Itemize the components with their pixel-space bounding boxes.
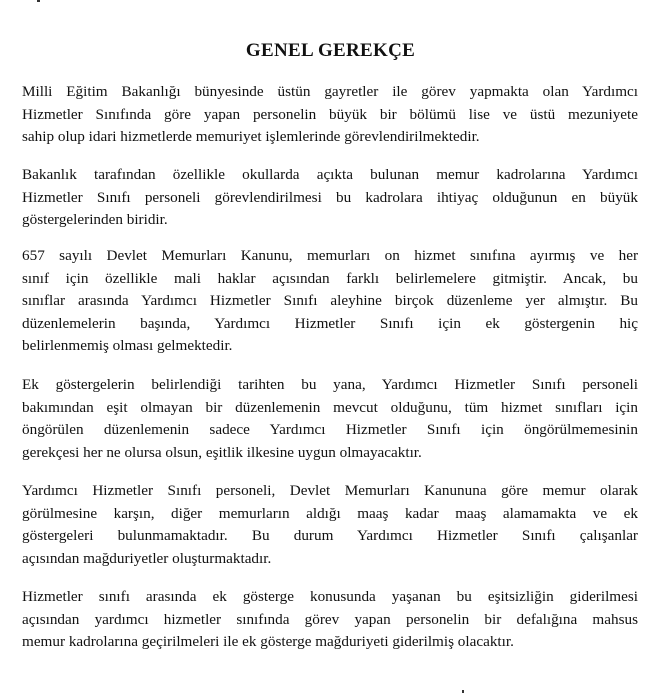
paragraph-4 (22, 374, 638, 464)
paragraph-line: Hizmetler Sınıfı personeli görevlendirilmesi bu kadrolara ihtiyaç olduğunun en büyük (22, 188, 638, 206)
paragraph-line: göstergeleri bulunmamaktadır. Bu durum Yardımcı Hizmetler Sınıfı çalışanlar (22, 527, 638, 545)
paragraph-line: 657 sayılı Devlet Memurları Kanunu, memurları on hizmet sınıfına ayırmış ve her (22, 247, 638, 264)
paragraph-line: düzenlemelerin başında, Yardımcı Hizmetler Sınıfı için ek göstergenin hiç (22, 314, 638, 332)
paragraph-2 (22, 164, 638, 232)
paragraph-line: sahip olup idari hizmetlerde memuriyet işlemlerinde görevlendirilmektedir. (22, 128, 480, 146)
paragraph-3 (22, 245, 638, 358)
paragraph-1 (22, 81, 638, 149)
paragraph-line: Milli Eğitim Bakanlığı bünyesinde üstün gayretler ile görev yapmakta olan Yardımcı (22, 83, 638, 100)
paragraph-6 (22, 586, 638, 654)
paragraph-line: sınıf için özellikle mali haklar açısından farklı belirlemelere gitmiştir. Ancak, bu (22, 269, 638, 287)
paragraph-line: Ek göstergelerin belirlendiği tarihten bu yana, Yardımcı Hizmetler Sınıfı personeli (22, 376, 638, 393)
paragraph-line: açısından yardımcı hizmetler sınıfında görev yapan personelin bir defalığına mahsus (22, 610, 638, 628)
document-title: GENEL GEREKÇE (245, 40, 416, 61)
scan-mark (37, 0, 40, 2)
paragraph-line: memur kadrolarına geçirilmeleri ile ek gösterge mağduriyeti giderilmiş olacaktır. (22, 633, 514, 651)
paragraph-line: açısından mağduriyetler oluşturmaktadır. (22, 549, 272, 567)
paragraph-line: gerekçesi her ne olursa olsun, eşitlik ilkesine uygun olmayacaktır. (22, 443, 422, 461)
paragraph-line: görülmesine karşın, diğer memurların aldığı maaş kadar maaş alamamakta ve ek (22, 504, 638, 522)
paragraph-line: sınıflar arasında Yardımcı Hizmetler Sınıfı aleyhine birçok düzenleme yer almıştır. Bu (22, 292, 638, 310)
paragraph-line: öngörülen düzenlemenin sadece Yardımcı Hizmetler Sınıfı için öngörülmemesinin (22, 421, 638, 439)
paragraph-5 (22, 480, 638, 570)
paragraph-line: Hizmetler sınıfı arasında ek gösterge konusunda yaşanan bu eşitsizliğin giderilmesi (22, 588, 638, 605)
scan-mark (462, 690, 464, 693)
paragraph-line: belirlenmemiş olması gelmektedir. (22, 337, 233, 355)
paragraph-line: göstergelerinden biridir. (22, 211, 168, 229)
paragraph-line: Yardımcı Hizmetler Sınıfı personeli, Devlet Memurları Kanununa göre memur olarak (22, 482, 638, 499)
paragraph-line: Hizmetler Sınıfında göre yapan personelin büyük bir bölümü lise ve üstü mezuniyete (22, 105, 638, 123)
paragraph-line: Bakanlık tarafından özellikle okullarda açıkta bulunan memur kadrolarına Yardımcı (22, 166, 638, 183)
paragraph-line: bakımından eşit olmayan bir düzenlemenin mevcut olduğunu, tüm hizmet sınıfları için (22, 398, 638, 416)
